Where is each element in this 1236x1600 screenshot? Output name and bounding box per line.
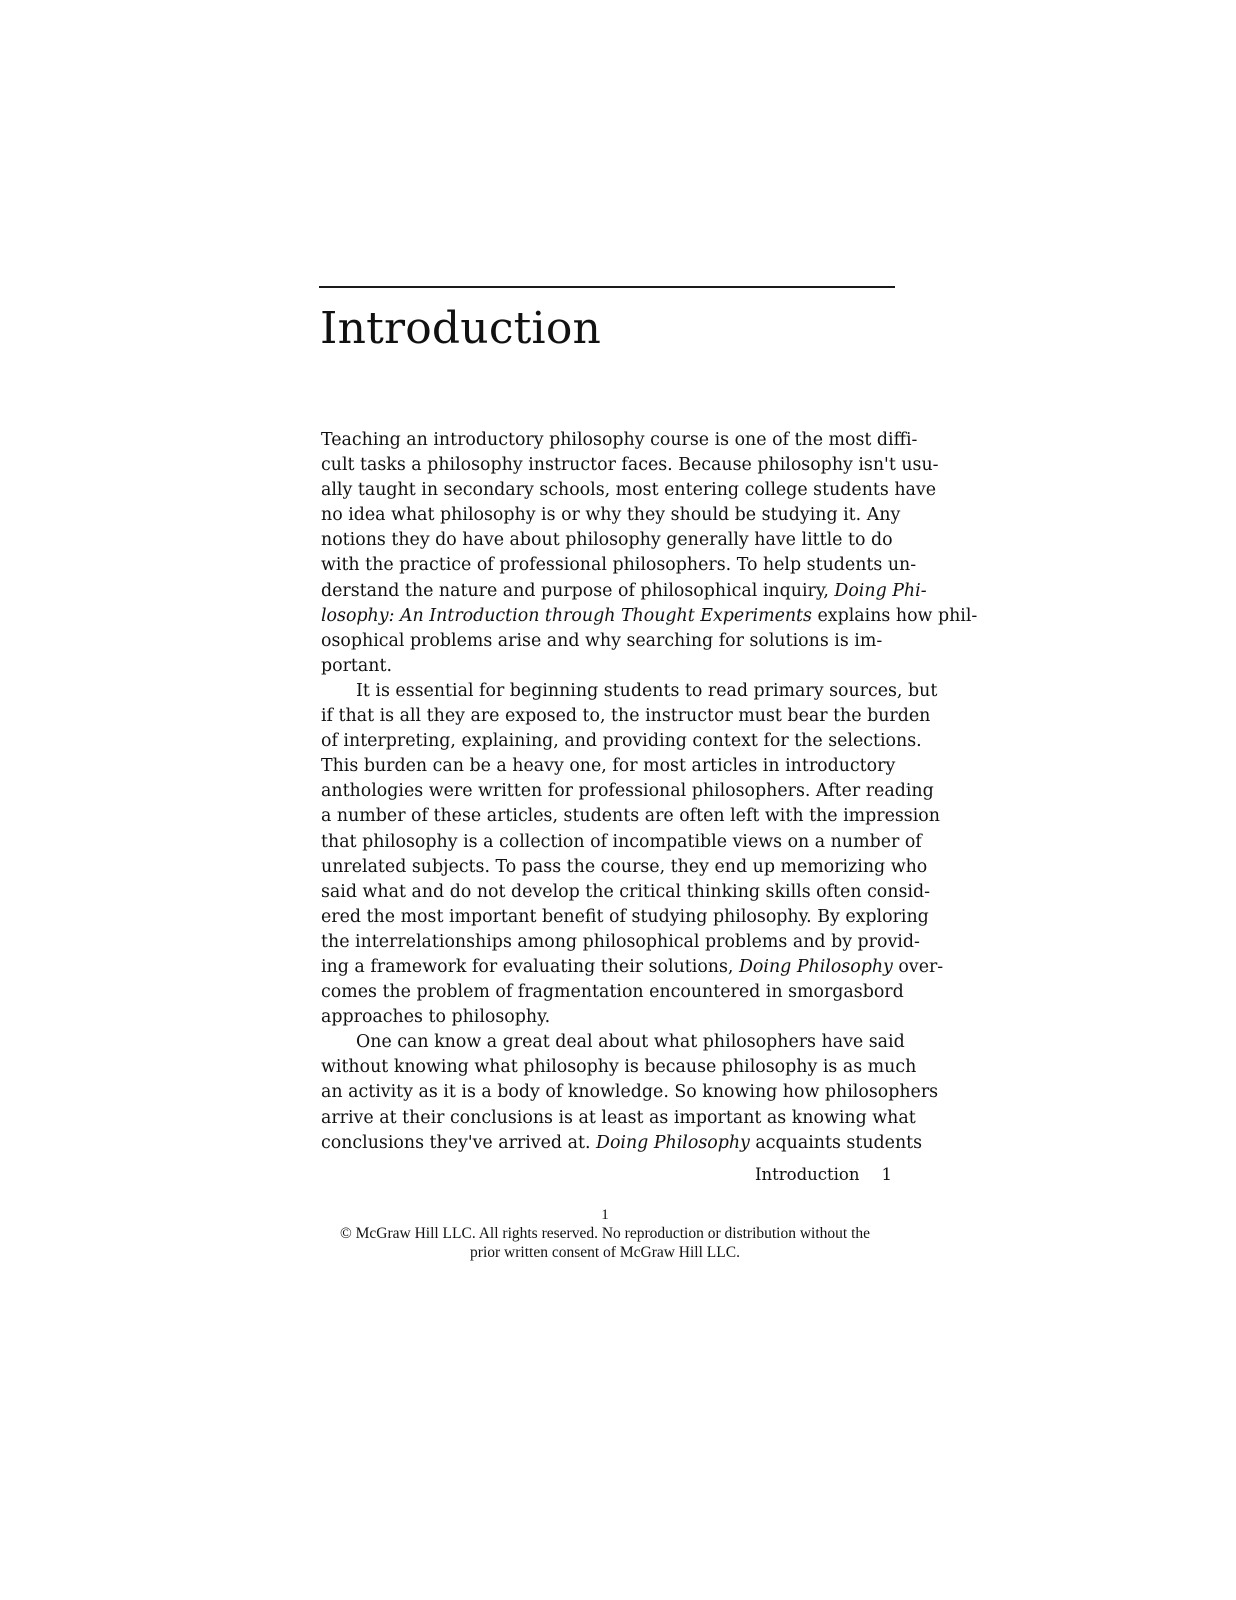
text-line: ally taught in secondary schools, most entering college students have <box>321 480 937 501</box>
text-segment: ing a framework for evaluating their solutions, <box>321 956 739 977</box>
text-segment: conclusions they've arrived at. <box>321 1132 596 1153</box>
page-number: 1 <box>601 1207 609 1223</box>
text-line: Teaching an introductory philosophy course is one of the most diffi- <box>321 430 918 450</box>
running-footer-page: 1 <box>881 1165 892 1184</box>
text-line: notions they do have about philosophy generally have little to do <box>321 530 893 551</box>
text-line: with the practice of professional philosophers. To help students un- <box>321 555 917 576</box>
copyright-line-2: prior written consent of McGraw Hill LLC. <box>470 1244 740 1261</box>
text-line <box>321 955 944 980</box>
running-footer-section: Introduction <box>755 1165 860 1184</box>
text-segment: derstand the nature and purpose of philosophical inquiry, <box>321 580 835 601</box>
text-line: said what and do not develop the critical thinking skills often consid- <box>321 881 930 902</box>
text-line <box>321 579 927 604</box>
text-line: if that is all they are exposed to, the instructor must bear the burden <box>321 706 931 727</box>
copyright-notice <box>300 1224 910 1262</box>
text-line: anthologies were written for professional philosophers. After reading <box>321 781 934 802</box>
chapter-top-rule <box>319 286 895 288</box>
text-line <box>321 1131 923 1156</box>
italic-title: Doing Philosophy <box>738 956 893 977</box>
italic-title: losophy: An Introduction through Thought Experiments <box>321 605 812 626</box>
italic-title: Doing Phi- <box>834 580 927 601</box>
text-line: It is essential for beginning students to read primary sources, but <box>356 680 938 701</box>
text-segment: acquaints students <box>749 1132 923 1153</box>
text-line: One can know a great deal about what philosophers have said <box>356 1032 905 1053</box>
text-line: that philosophy is a collection of incompatible views on a number of <box>321 831 922 852</box>
text-line: ered the most important benefit of studying philosophy. By exploring <box>321 906 929 927</box>
text-line: the interrelationships among philosophical problems and by provid- <box>321 931 920 952</box>
body-text <box>321 428 978 1156</box>
text-line <box>321 604 978 629</box>
text-segment: explains how phil- <box>811 605 978 626</box>
text-line: an activity as it is a body of knowledge. So knowing how philosophers <box>321 1082 939 1103</box>
italic-title: Doing Philosophy <box>596 1132 750 1153</box>
text-line: a number of these articles, students are often left with the impression <box>321 806 940 827</box>
text-line: cult tasks a philosophy instructor faces. Because philosophy isn't usu- <box>321 455 939 476</box>
running-footer <box>620 1164 892 1186</box>
text-line: of interpreting, explaining, and providing context for the selections. <box>321 731 922 752</box>
text-line: osophical problems arise and why searching for solutions is im- <box>321 630 883 651</box>
text-line: arrive at their conclusions is at least as important as knowing what <box>321 1107 916 1128</box>
text-line: no idea what philosophy is or why they should be studying it. Any <box>321 505 901 526</box>
text-line: unrelated subjects. To pass the course, they end up memorizing who <box>321 856 928 877</box>
text-segment: over- <box>892 956 944 977</box>
text-line: portant. <box>321 655 392 676</box>
text-line: without knowing what philosophy is because philosophy is as much <box>321 1057 917 1078</box>
text-line: This burden can be a heavy one, for most articles in introductory <box>321 756 896 777</box>
copyright-line-1: © McGraw Hill LLC. All rights reserved. No reproduction or distribution without the <box>339 1225 871 1242</box>
text-line: comes the problem of fragmentation encountered in smorgasbord <box>321 982 904 1003</box>
text-line: approaches to philosophy. <box>321 1007 551 1028</box>
chapter-title: Introduction <box>320 303 602 354</box>
